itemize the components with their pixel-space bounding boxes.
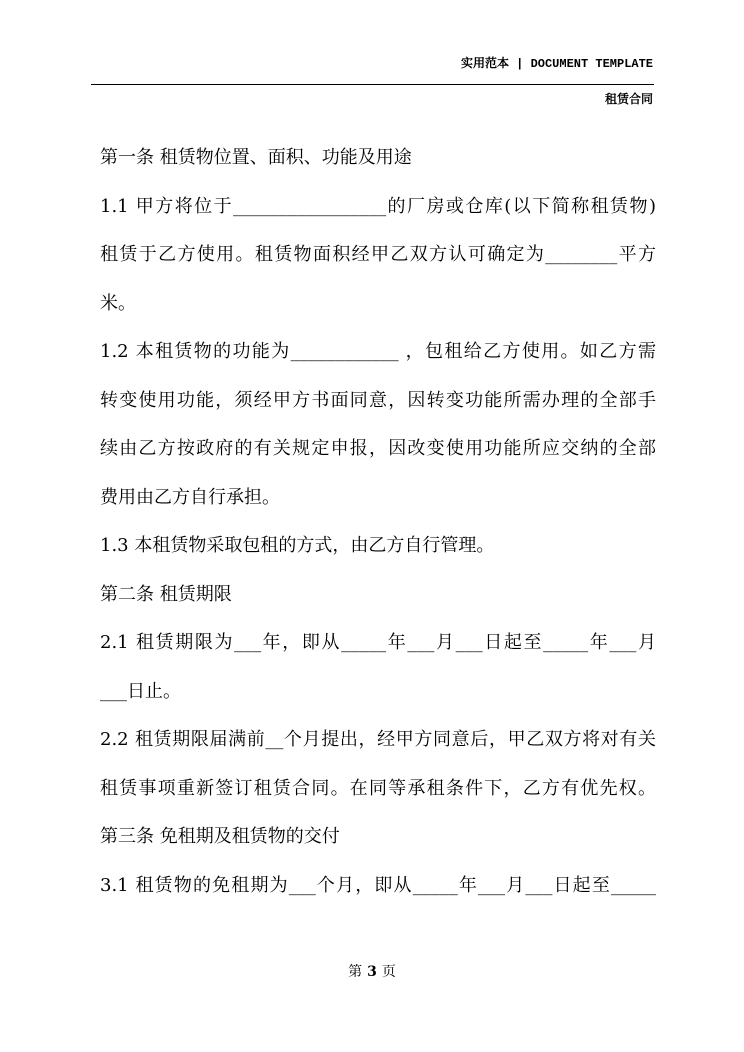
body-line: 1.2 本租赁物的功能为____________ ，包租给乙方使用。如乙方需 — [100, 341, 656, 362]
body-line: 2.1 租赁期限为___年，即从_____年___月___日起至_____年___月 — [100, 632, 656, 653]
document-body — [100, 134, 656, 910]
header-title: 实用范本 | DOCUMENT TEMPLATE — [460, 57, 653, 71]
body-line: 续由乙方按政府的有关规定申报，因改变使用功能所应交纳的全部 — [100, 438, 656, 459]
body-line: 米。 — [100, 292, 136, 314]
body-line: 转变使用功能，须经甲方书面同意，因转变功能所需办理的全部手 — [100, 389, 656, 411]
body-line: 费用由乙方自行承担。 — [100, 486, 280, 508]
body-line: 租赁于乙方使用。租赁物面积经甲乙双方认可确定为________平方 — [100, 244, 656, 265]
document-name: 租赁合同 — [604, 92, 653, 106]
body-line: 1.3 本租赁物采取包租的方式，由乙方自行管理。 — [100, 535, 495, 556]
header-divider — [91, 84, 654, 85]
body-line: 租赁事项重新签订租赁合同。在同等承租条件下，乙方有优先权。 — [100, 777, 656, 799]
page-suffix: 页 — [381, 964, 396, 980]
article-heading: 第二条 租赁期限 — [100, 583, 232, 605]
page-number — [0, 961, 744, 981]
article-heading: 第三条 免租期及租赁物的交付 — [100, 826, 340, 847]
body-line: ___日止。 — [100, 680, 181, 702]
body-line: 1.1 甲方将位于_________________的厂房或仓库(以下简称租赁物) — [100, 195, 656, 217]
article-heading: 第一条 租赁物位置、面积、功能及用途 — [100, 147, 412, 168]
page-prefix: 第 — [348, 964, 363, 980]
page-number-value: 3 — [367, 964, 377, 980]
body-line: 2.2 租赁期限届满前__个月提出，经甲方同意后，甲乙双方将对有关 — [100, 729, 656, 750]
body-line: 3.1 租赁物的免租期为___个月，即从_____年___月___日起至_____ — [100, 874, 656, 896]
